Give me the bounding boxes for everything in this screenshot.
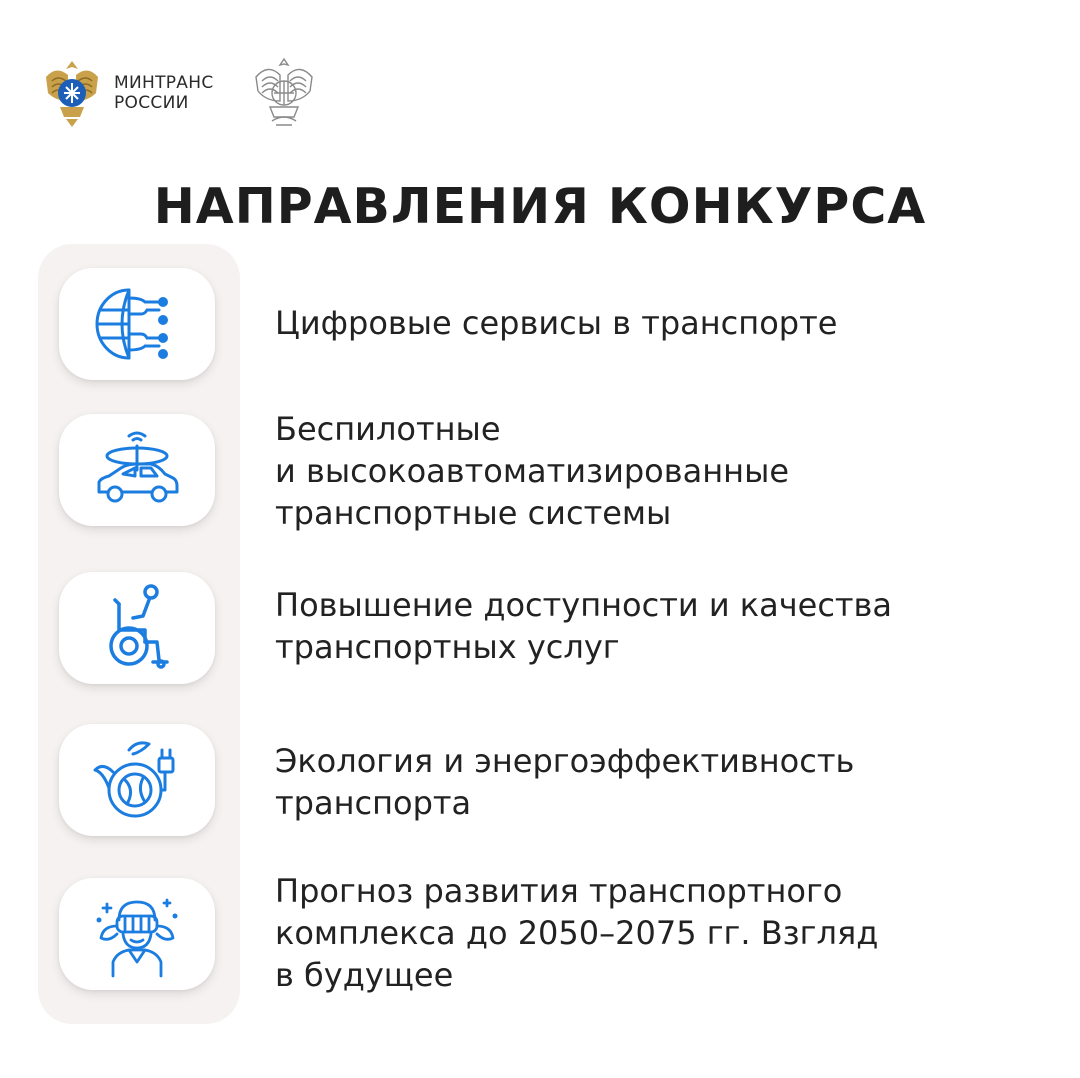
item-text-line: Цифровые сервисы в транспорте bbox=[275, 304, 838, 342]
page-title: НАПРАВЛЕНИЯ КОНКУРСА bbox=[153, 178, 927, 235]
ministry-name-line1: МИНТРАНС bbox=[114, 73, 214, 93]
item-digital-services bbox=[275, 302, 955, 344]
digital-globe-icon bbox=[89, 276, 185, 372]
card-ecology bbox=[59, 724, 215, 836]
wheelchair-icon bbox=[89, 580, 185, 676]
item-text-line: и высокоавтоматизированные bbox=[275, 452, 790, 490]
item-text-line: Экология и энергоэффективность bbox=[275, 742, 855, 780]
card-forecast bbox=[59, 878, 215, 990]
item-text-line: Прогноз развития транспортного bbox=[275, 872, 843, 910]
ministry-name-line2: РОССИИ bbox=[114, 93, 189, 113]
item-text-line: в будущее bbox=[275, 956, 454, 994]
item-text-line: транспортные системы bbox=[275, 494, 672, 532]
card-autonomous-systems bbox=[59, 414, 215, 526]
eagle-emblem-icon bbox=[250, 55, 318, 131]
card-digital-services bbox=[59, 268, 215, 380]
item-text-line: комплекса до 2050–2075 гг. Взгляд bbox=[275, 914, 879, 952]
ministry-emblem-icon bbox=[38, 55, 106, 131]
item-text-line: транспорта bbox=[275, 784, 472, 822]
item-autonomous-systems bbox=[275, 408, 955, 534]
autonomous-car-icon bbox=[89, 422, 185, 518]
item-accessibility bbox=[275, 584, 955, 668]
eco-plug-icon bbox=[89, 732, 185, 828]
ministry-name bbox=[114, 73, 214, 113]
vr-future-icon bbox=[89, 886, 185, 982]
item-forecast bbox=[275, 870, 955, 996]
card-accessibility bbox=[59, 572, 215, 684]
header bbox=[38, 55, 318, 131]
item-ecology bbox=[275, 740, 955, 824]
item-text-line: Беспилотные bbox=[275, 410, 501, 448]
item-text-line: Повышение доступности и качества bbox=[275, 586, 893, 624]
item-text-line: транспортных услуг bbox=[275, 628, 620, 666]
